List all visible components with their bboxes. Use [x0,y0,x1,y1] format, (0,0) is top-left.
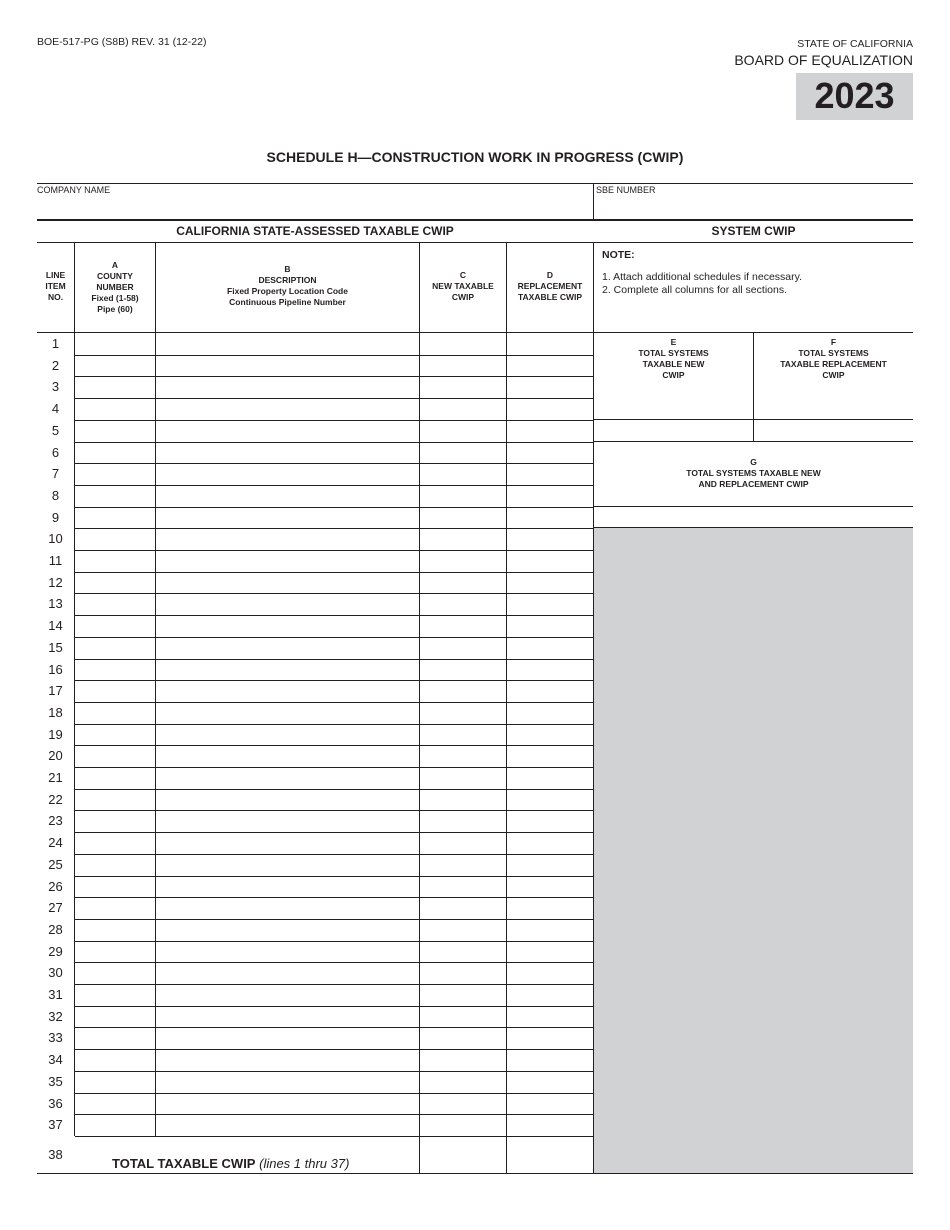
county-number-field-line-18[interactable] [75,703,155,723]
new-taxable-cwip-field-line-5[interactable] [420,421,506,441]
description-field-line-24[interactable] [156,833,419,853]
county-number-field-line-30[interactable] [75,963,155,983]
replacement-taxable-cwip-field-line-32[interactable] [507,1007,593,1027]
line-number-18: 18 [48,704,63,720]
description-field-line-11[interactable] [156,551,419,571]
replacement-taxable-cwip-field-line-5[interactable] [507,421,593,441]
description-field-line-23[interactable] [156,811,419,831]
column-header-e: E TOTAL SYSTEMS TAXABLE NEW CWIP [638,337,709,380]
rule [506,242,507,1174]
county-number-field-line-10[interactable] [75,529,155,549]
replacement-taxable-cwip-field-line-8[interactable] [507,486,593,506]
replacement-taxable-cwip-field-line-7[interactable] [507,464,593,484]
new-taxable-cwip-field-line-22[interactable] [420,790,506,810]
county-number-field-line-28[interactable] [75,920,155,940]
description-field-line-36[interactable] [156,1094,419,1114]
line-number-16: 16 [48,661,63,677]
county-number-field-line-26[interactable] [75,877,155,897]
new-taxable-cwip-field-line-21[interactable] [420,768,506,788]
shaded-area [594,528,913,1174]
new-taxable-cwip-field-line-14[interactable] [420,616,506,636]
line-number-4: 4 [51,401,60,417]
board-label: BOARD OF EQUALIZATION [734,52,913,68]
new-taxable-cwip-field-line-33[interactable] [420,1028,506,1048]
line-number-11: 11 [48,553,63,568]
column-header-g: G TOTAL SYSTEMS TAXABLE NEW AND REPLACEMENT CWIP [686,457,821,489]
description-field-line-8[interactable] [156,486,419,506]
page-title: SCHEDULE H—CONSTRUCTION WORK IN PROGRESS (CWIP) [266,149,684,165]
rule [37,1173,913,1174]
line-number-25: 25 [48,856,63,872]
line-number-29: 29 [48,943,63,959]
county-number-field-line-24[interactable] [75,833,155,853]
replacement-taxable-cwip-field-line-16[interactable] [507,660,593,680]
county-number-field-line-35[interactable] [75,1072,155,1092]
line-number-26: 26 [48,878,63,894]
replacement-taxable-cwip-field-line-9[interactable] [507,508,593,528]
new-taxable-cwip-field-line-13[interactable] [420,594,506,614]
column-header-line-item: LINE ITEM NO. [45,270,66,302]
column-header-d: D REPLACEMENT TAXABLE CWIP [517,270,583,302]
county-number-field-line-1[interactable] [75,334,155,354]
new-taxable-cwip-field-line-18[interactable] [420,703,506,723]
description-field-line-3[interactable] [156,377,419,397]
new-taxable-cwip-field-line-2[interactable] [420,356,506,376]
sbe-number-label: SBE NUMBER [596,185,656,195]
rule [593,242,594,1174]
line-number-23: 23 [48,813,63,829]
county-number-field-line-12[interactable] [75,573,155,593]
description-field-line-20[interactable] [156,746,419,766]
new-taxable-cwip-field-line-20[interactable] [420,746,506,766]
line-number-22: 22 [48,791,63,807]
description-field-line-17[interactable] [156,681,419,701]
line-number-34: 34 [48,1052,63,1068]
description-field-line-18[interactable] [156,703,419,723]
total-label [112,1156,349,1171]
new-taxable-cwip-field-line-15[interactable] [420,638,506,658]
column-header-b: B DESCRIPTION Fixed Property Location Code Continuous Pipeline Number [227,264,348,307]
company-name-label: COMPANY NAME [37,185,111,195]
replacement-taxable-cwip-field-line-19[interactable] [507,725,593,745]
description-field-line-25[interactable] [156,855,419,875]
new-taxable-cwip-field-line-31[interactable] [420,985,506,1005]
description-field-line-6[interactable] [156,443,419,463]
description-field-line-10[interactable] [156,529,419,549]
new-taxable-cwip-field-line-1[interactable] [420,334,506,354]
description-field-line-16[interactable] [156,660,419,680]
replacement-taxable-cwip-field-line-29[interactable] [507,942,593,962]
replacement-taxable-cwip-field-line-31[interactable] [507,985,593,1005]
replacement-taxable-cwip-field-line-14[interactable] [507,616,593,636]
description-field-line-34[interactable] [156,1050,419,1070]
note-item-2: 2. Complete all columns for all sections. [602,284,787,296]
county-number-field-line-14[interactable] [75,616,155,636]
description-field-line-21[interactable] [156,768,419,788]
new-taxable-cwip-field-line-26[interactable] [420,877,506,897]
description-field-line-26[interactable] [156,877,419,897]
replacement-taxable-cwip-field-line-26[interactable] [507,877,593,897]
rule [155,242,156,1136]
line-number-32: 32 [48,1008,63,1024]
total-label-note: (lines 1 thru 37) [259,1156,350,1171]
county-number-field-line-21[interactable] [75,768,155,788]
description-field-line-5[interactable] [156,421,419,441]
new-taxable-cwip-field-line-34[interactable] [420,1050,506,1070]
replacement-taxable-cwip-field-line-34[interactable] [507,1050,593,1070]
county-number-field-line-36[interactable] [75,1094,155,1114]
new-taxable-cwip-field-line-36[interactable] [420,1094,506,1114]
replacement-taxable-cwip-field-line-15[interactable] [507,638,593,658]
replacement-taxable-cwip-field-line-25[interactable] [507,855,593,875]
description-field-line-35[interactable] [156,1072,419,1092]
description-field-line-30[interactable] [156,963,419,983]
replacement-taxable-cwip-field-line-21[interactable] [507,768,593,788]
line-number-9: 9 [51,509,60,525]
county-number-field-line-37[interactable] [75,1115,155,1135]
sbe-number-field[interactable] [596,197,912,218]
description-field-line-1[interactable] [156,334,419,354]
new-taxable-cwip-field-line-19[interactable] [420,725,506,745]
line-number-17: 17 [48,683,63,699]
county-number-field-line-11[interactable] [75,551,155,571]
total-new-cwip-field[interactable] [421,1137,505,1173]
county-number-field-line-7[interactable] [75,464,155,484]
description-field-line-15[interactable] [156,638,419,658]
rule [37,332,913,333]
line-number-36: 36 [48,1095,63,1111]
total-replacement-cwip-field[interactable] [508,1137,592,1173]
new-taxable-cwip-field-line-7[interactable] [420,464,506,484]
rule [593,183,594,219]
total-systems-replacement-field[interactable] [755,420,912,440]
replacement-taxable-cwip-field-line-27[interactable] [507,898,593,918]
rule [594,441,913,442]
line-number-37: 37 [48,1117,63,1133]
description-field-line-4[interactable] [156,399,419,419]
county-number-field-line-32[interactable] [75,1007,155,1027]
new-taxable-cwip-field-line-12[interactable] [420,573,506,593]
replacement-taxable-cwip-field-line-12[interactable] [507,573,593,593]
new-taxable-cwip-field-line-25[interactable] [420,855,506,875]
replacement-taxable-cwip-field-line-37[interactable] [507,1115,593,1135]
column-header-a: A COUNTY NUMBER Fixed (1-58) Pipe (60) [91,260,139,314]
line-number-13: 13 [48,596,63,612]
line-number-21: 21 [48,770,63,785]
line-number-12: 12 [48,574,63,590]
county-number-field-line-33[interactable] [75,1028,155,1048]
county-number-field-line-2[interactable] [75,356,155,376]
rule [37,242,913,243]
line-number-38: 38 [48,1147,63,1162]
line-number-24: 24 [48,835,63,851]
new-taxable-cwip-field-line-11[interactable] [420,551,506,571]
new-taxable-cwip-field-line-35[interactable] [420,1072,506,1092]
description-field-line-13[interactable] [156,594,419,614]
new-taxable-cwip-field-line-6[interactable] [420,443,506,463]
replacement-taxable-cwip-field-line-11[interactable] [507,551,593,571]
description-field-line-12[interactable] [156,573,419,593]
column-header-c: C NEW TAXABLE CWIP [432,270,494,302]
county-number-field-line-29[interactable] [75,942,155,962]
county-number-field-line-25[interactable] [75,855,155,875]
county-number-field-line-15[interactable] [75,638,155,658]
line-number-1: 1 [51,336,60,351]
description-field-line-32[interactable] [156,1007,419,1027]
replacement-taxable-cwip-field-line-28[interactable] [507,920,593,940]
description-field-line-27[interactable] [156,898,419,918]
system-section-title: SYSTEM CWIP [711,224,796,238]
county-number-field-line-5[interactable] [75,421,155,441]
replacement-taxable-cwip-field-line-24[interactable] [507,833,593,853]
form-year: 2023 [796,73,913,120]
line-number-7: 7 [51,466,60,482]
county-number-field-line-19[interactable] [75,725,155,745]
county-number-field-line-6[interactable] [75,443,155,463]
new-taxable-cwip-field-line-10[interactable] [420,529,506,549]
replacement-taxable-cwip-field-line-6[interactable] [507,443,593,463]
rule [753,332,754,441]
replacement-taxable-cwip-field-line-20[interactable] [507,746,593,766]
company-name-field[interactable] [37,197,592,218]
line-number-31: 31 [48,987,63,1002]
description-field-line-29[interactable] [156,942,419,962]
rule [419,242,420,1174]
county-number-field-line-31[interactable] [75,985,155,1005]
new-taxable-cwip-field-line-17[interactable] [420,681,506,701]
replacement-taxable-cwip-field-line-18[interactable] [507,703,593,723]
county-number-field-line-9[interactable] [75,508,155,528]
line-number-20: 20 [48,748,63,764]
description-field-line-2[interactable] [156,356,419,376]
note-heading: NOTE: [602,249,635,261]
form-number: BOE-517-PG (S8B) REV. 31 (12-22) [37,36,207,48]
county-number-field-line-34[interactable] [75,1050,155,1070]
county-number-field-line-20[interactable] [75,746,155,766]
county-number-field-line-23[interactable] [75,811,155,831]
line-number-27: 27 [48,900,63,916]
new-taxable-cwip-field-line-30[interactable] [420,963,506,983]
line-number-30: 30 [48,965,63,981]
replacement-taxable-cwip-field-line-1[interactable] [507,334,593,354]
replacement-taxable-cwip-field-line-36[interactable] [507,1094,593,1114]
new-taxable-cwip-field-line-29[interactable] [420,942,506,962]
description-field-line-19[interactable] [156,725,419,745]
description-field-line-28[interactable] [156,920,419,940]
line-number-8: 8 [51,487,60,503]
replacement-taxable-cwip-field-line-13[interactable] [507,594,593,614]
total-label-text: TOTAL TAXABLE CWIP [112,1156,256,1171]
replacement-taxable-cwip-field-line-30[interactable] [507,963,593,983]
new-taxable-cwip-field-line-9[interactable] [420,508,506,528]
rule [37,183,913,184]
line-number-35: 35 [48,1073,63,1089]
line-number-15: 15 [48,639,63,655]
new-taxable-cwip-field-line-37[interactable] [420,1115,506,1135]
replacement-taxable-cwip-field-line-10[interactable] [507,529,593,549]
line-number-6: 6 [51,444,60,460]
new-taxable-cwip-field-line-23[interactable] [420,811,506,831]
new-taxable-cwip-field-line-28[interactable] [420,920,506,940]
description-field-line-22[interactable] [156,790,419,810]
description-field-line-31[interactable] [156,985,419,1005]
column-header-f: F TOTAL SYSTEMS TAXABLE REPLACEMENT CWIP [780,337,887,380]
replacement-taxable-cwip-field-line-23[interactable] [507,811,593,831]
line-number-28: 28 [48,921,63,937]
description-field-line-14[interactable] [156,616,419,636]
county-number-field-line-17[interactable] [75,681,155,701]
county-number-field-line-22[interactable] [75,790,155,810]
new-taxable-cwip-field-line-32[interactable] [420,1007,506,1027]
state-label: STATE OF CALIFORNIA [797,38,913,50]
line-number-14: 14 [48,618,63,634]
line-number-10: 10 [48,531,63,547]
line-number-19: 19 [48,726,63,742]
county-number-field-line-8[interactable] [75,486,155,506]
description-field-line-9[interactable] [156,508,419,528]
rule [37,219,913,221]
california-section-title: CALIFORNIA STATE-ASSESSED TAXABLE CWIP [176,224,454,238]
line-number-3: 3 [51,379,60,395]
replacement-taxable-cwip-field-line-2[interactable] [507,356,593,376]
replacement-taxable-cwip-field-line-33[interactable] [507,1028,593,1048]
total-systems-new-field[interactable] [595,420,752,440]
description-field-line-7[interactable] [156,464,419,484]
county-number-field-line-27[interactable] [75,898,155,918]
new-taxable-cwip-field-line-3[interactable] [420,377,506,397]
county-number-field-line-16[interactable] [75,660,155,680]
rule [74,242,75,1136]
replacement-taxable-cwip-field-line-3[interactable] [507,377,593,397]
county-number-field-line-3[interactable] [75,377,155,397]
new-taxable-cwip-field-line-24[interactable] [420,833,506,853]
line-number-5: 5 [51,422,60,438]
replacement-taxable-cwip-field-line-4[interactable] [507,399,593,419]
county-number-field-line-4[interactable] [75,399,155,419]
new-taxable-cwip-field-line-4[interactable] [420,399,506,419]
description-field-line-33[interactable] [156,1028,419,1048]
line-number-33: 33 [48,1030,63,1046]
total-systems-combined-field[interactable] [595,507,912,527]
county-number-field-line-13[interactable] [75,594,155,614]
new-taxable-cwip-field-line-16[interactable] [420,660,506,680]
note-item-1: 1. Attach additional schedules if necessary. [602,271,803,283]
replacement-taxable-cwip-field-line-22[interactable] [507,790,593,810]
line-number-2: 2 [51,357,60,373]
new-taxable-cwip-field-line-8[interactable] [420,486,506,506]
replacement-taxable-cwip-field-line-35[interactable] [507,1072,593,1092]
replacement-taxable-cwip-field-line-17[interactable] [507,681,593,701]
new-taxable-cwip-field-line-27[interactable] [420,898,506,918]
description-field-line-37[interactable] [156,1115,419,1135]
